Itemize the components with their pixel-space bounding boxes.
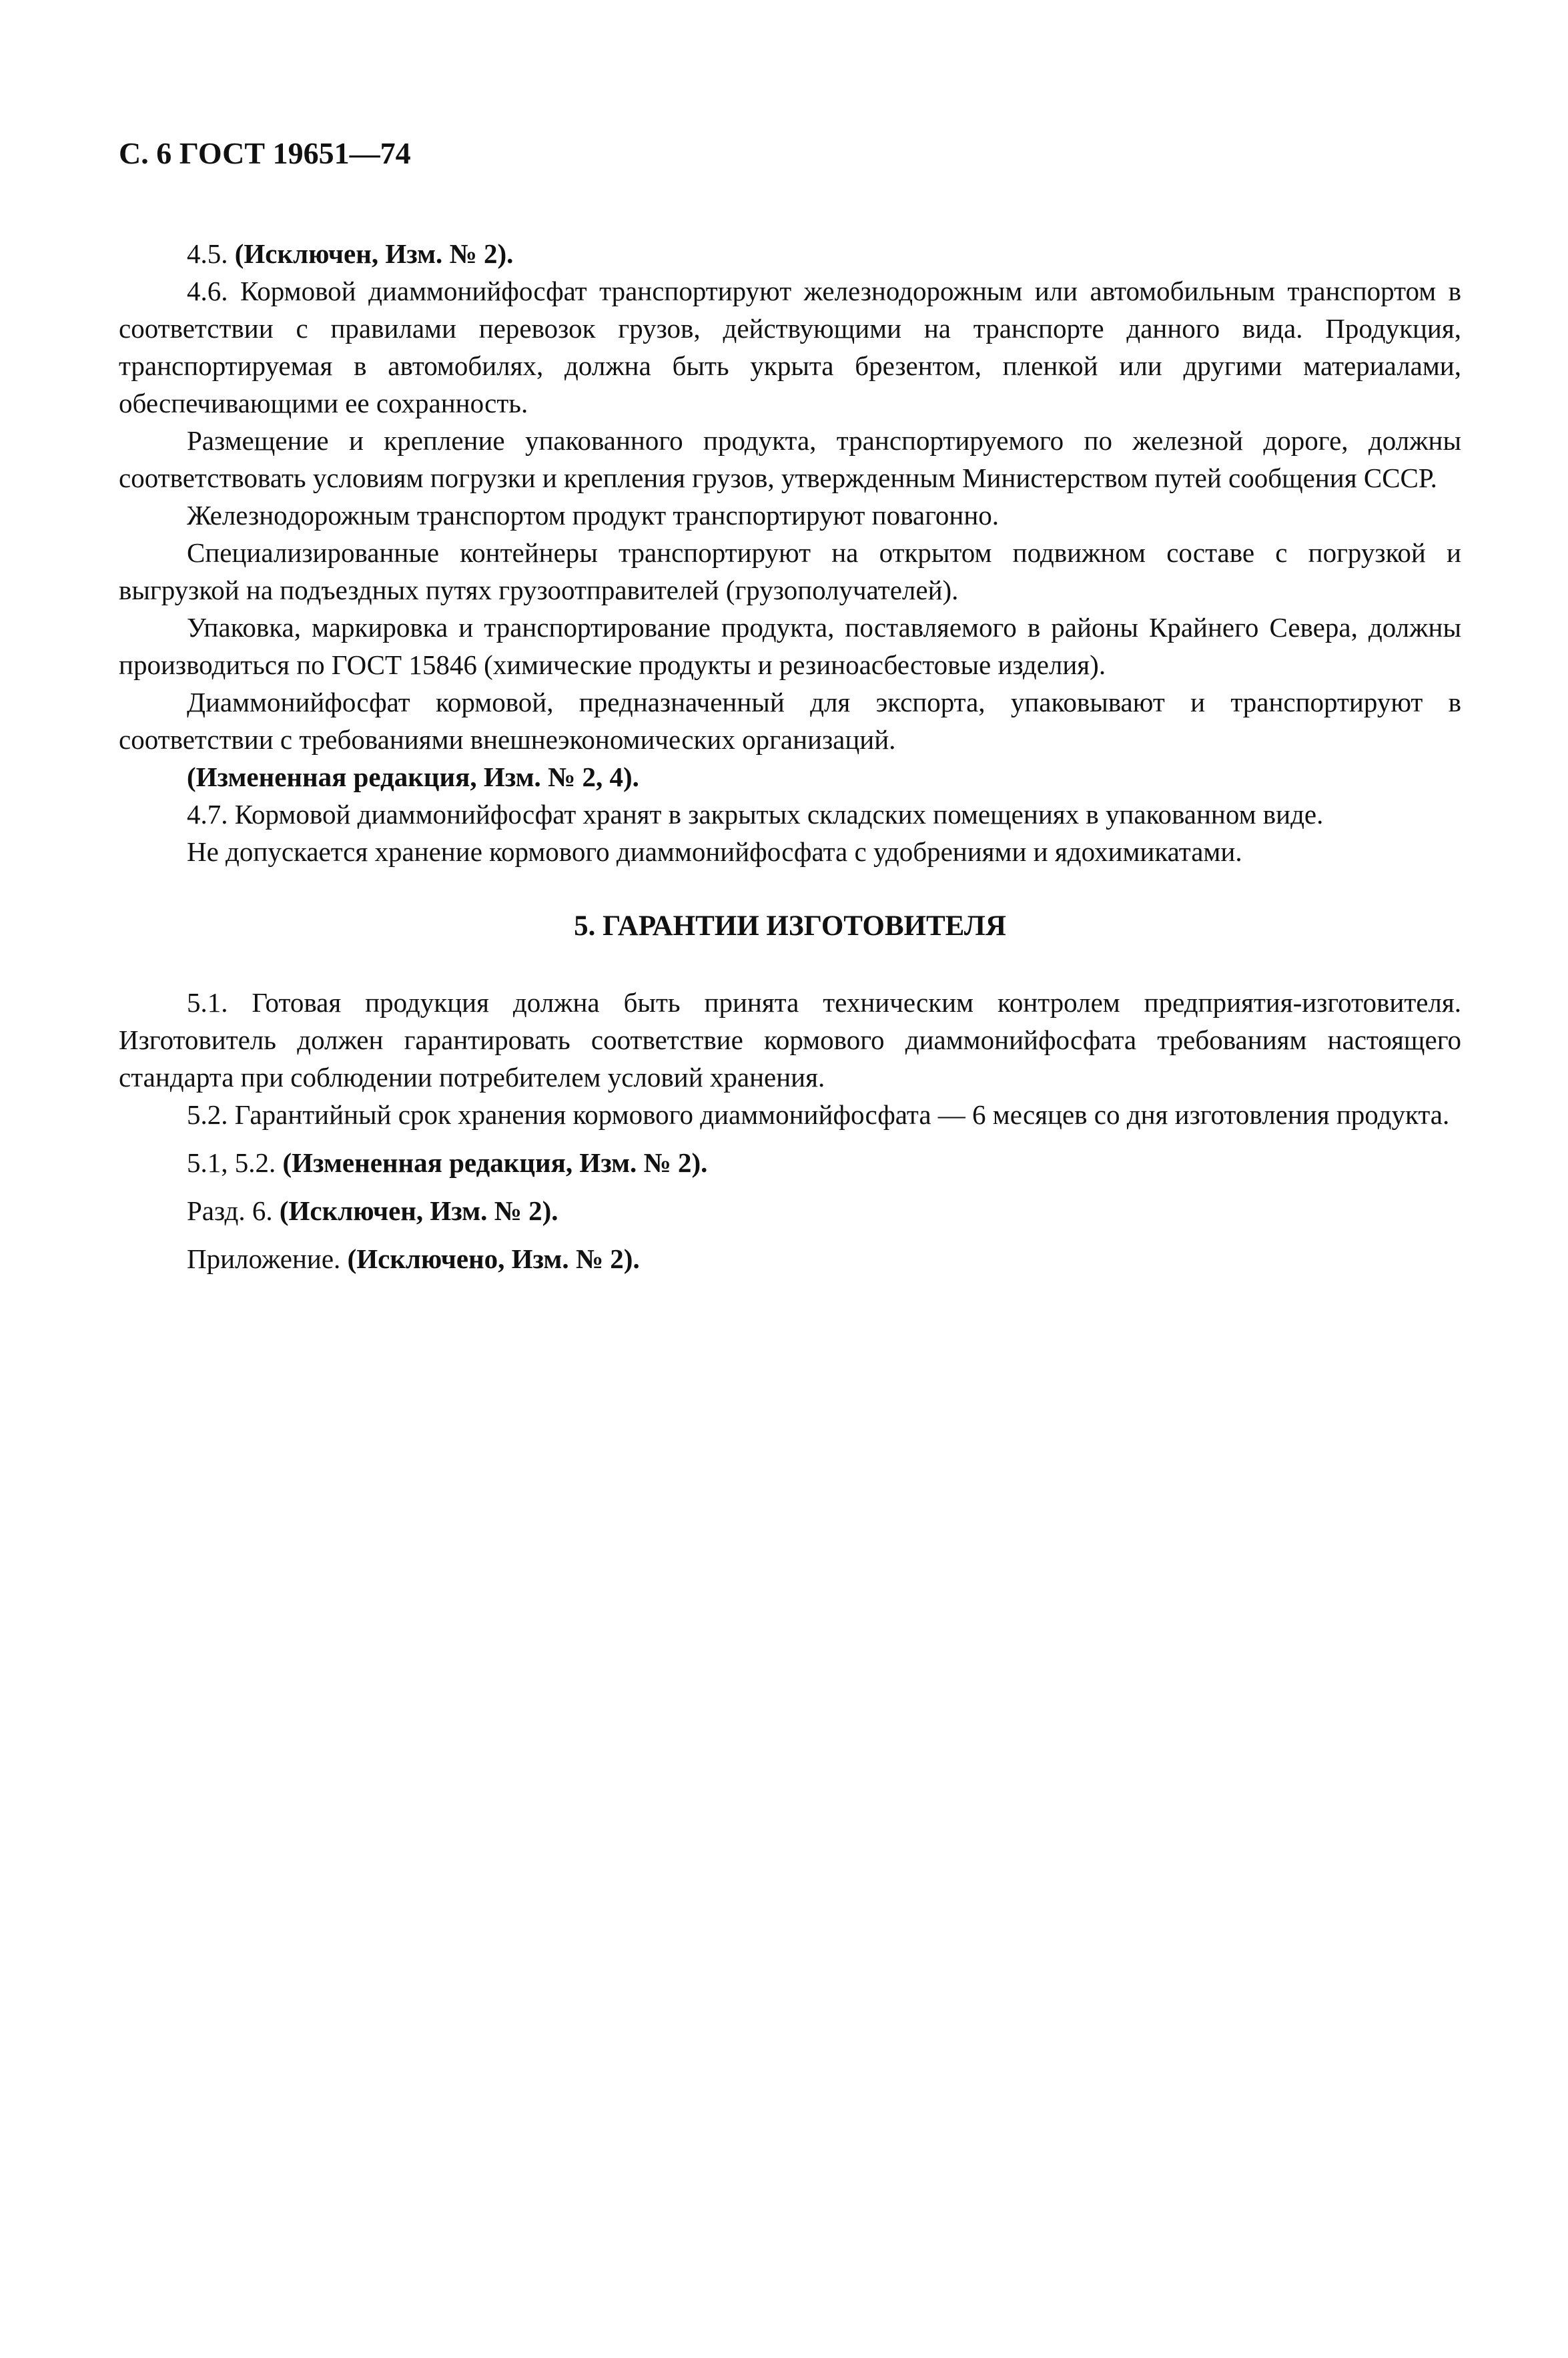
clause-number: 4.5. [187, 238, 235, 269]
clause-number: 5.1, 5.2. [187, 1147, 283, 1178]
clause-5-1: 5.1. Готовая продукция должна быть принята техническим контролем предприятия-изготовителя. Изготовитель должен гарантировать соответствие кормового диаммонийфосфата требованиям настоящего стандарта при соблюдении потребителем условий хранения. [119, 987, 1461, 1093]
amendment-note-text: (Измененная редакция, Изм. № 2, 4). [187, 762, 639, 792]
amendment-note-text: (Исключено, Изм. № 2). [347, 1243, 640, 1274]
amendment-note: (Исключен, Изм. № 2). [234, 238, 514, 269]
section-6-note [119, 1192, 1461, 1229]
amendment-note-2 [119, 1144, 1461, 1181]
clause-4-7: 4.7. Кормовой диаммонийфосфат хранят в закрытых складских помещениях в упакованном виде. [187, 799, 1324, 830]
amendment-note-text: (Измененная редакция, Изм. № 2). [282, 1147, 708, 1178]
clause-5-2: 5.2. Гарантийный срок хранения кормового диаммонийфосфата — 6 месяцев со дня изготовления продукта. [187, 1099, 1450, 1130]
paragraph-rail: Железнодорожным транспортом продукт транспортируют повагонно. [187, 500, 1000, 531]
section-5-title: 5. ГАРАНТИИ ИЗГОТОВИТЕЛЯ [574, 910, 1006, 942]
clause-number: Приложение. [187, 1243, 348, 1274]
paragraph-export: Диаммонийфосфат кормовой, предназначенный для экспорта, упаковывают и транспортируют в соответствии с требованиями внешнеэкономических организаций. [119, 687, 1461, 755]
amendment-note-text: (Исключен, Изм. № 2). [279, 1195, 558, 1226]
clause-4-6: 4.6. Кормовой диаммонийфосфат транспортируют железнодорожным или автомобильным транспортом в соответствии с правилами перевозок грузов, действующими на транспорте данного вида. Продукция, транспортируемая в автомобилях, должна быть укрыта брезентом, пленкой или другими материалами, обеспечивающими ее сохранность. [119, 276, 1461, 418]
clause-number: Разд. 6. [187, 1195, 280, 1226]
paragraph-north: Упаковка, маркировка и транспортирование продукта, поставляемого в районы Крайнего Севера, должны производиться по ГОСТ 15846 (химические продукты и резиноасбестовые изделия). [119, 612, 1461, 680]
paragraph-placement: Размещение и крепление упакованного продукта, транспортируемого по железной дороге, должны соответствовать условиям погрузки и крепления грузов, утвержденным Министерством путей сообщения СССР. [119, 425, 1461, 493]
clause-4-5 [119, 235, 1461, 272]
amendment-note-1 [119, 758, 1461, 796]
appendix-note [119, 1240, 1461, 1277]
page-header: С. 6 ГОСТ 19651—74 [119, 136, 411, 170]
paragraph-containers: Специализированные контейнеры транспортируют на открытом подвижном составе с погрузкой и выгрузкой на подъездных путях грузоотправителей (грузополучателей). [119, 537, 1461, 605]
paragraph-storage: Не допускается хранение кормового диаммонийфосфата с удобрениями и ядохимикатами. [187, 836, 1242, 867]
